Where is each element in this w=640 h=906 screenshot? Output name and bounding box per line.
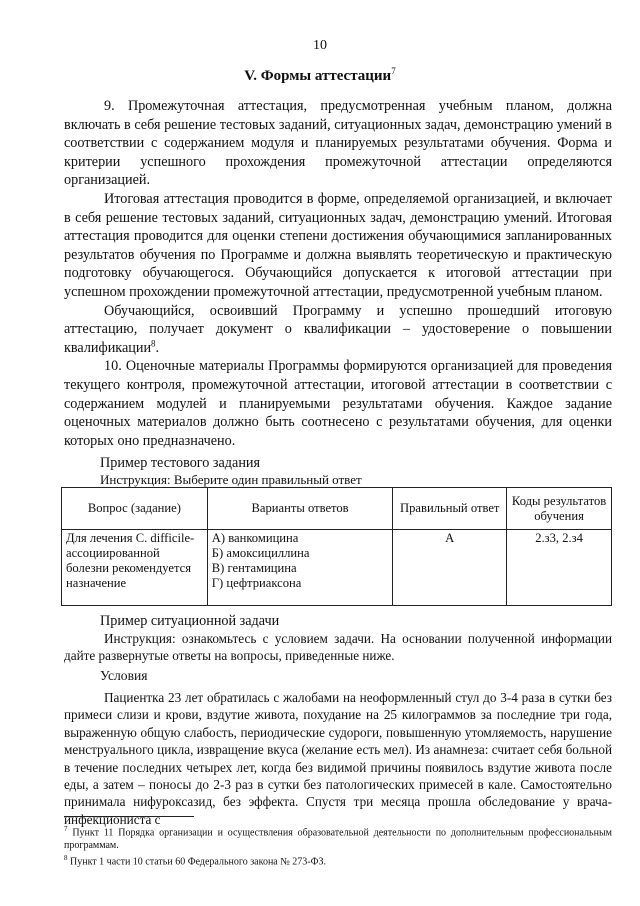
footnote-7-text: Пункт 11 Порядка организации и осуществления образовательной деятельности по дополнительным профессиональным программам.	[64, 827, 612, 852]
test-example-instruction: Инструкция: Выберите один правильный ответ	[100, 472, 362, 487]
situational-example-title: Пример ситуационной задачи	[100, 613, 280, 629]
paragraph-9: 9. Промежуточная аттестация, предусмотренная учебным планом, должна включать в себя решение тестовых заданий, ситуационных задач, демонстрацию умений в соответствии с содержанием модуля и планируемых результатами обучения. Форма и критерии успешного прохождения промежуточной аттестации определяются организацией.	[64, 98, 612, 189]
conditions-label: Условия	[100, 668, 148, 683]
test-example-table	[61, 487, 612, 606]
option-b: Б) амоксициллина	[211, 546, 310, 560]
column-header-answer: Правильный ответ	[393, 488, 507, 530]
section-body	[64, 97, 612, 450]
conditions-body	[64, 689, 612, 828]
conditions-text: Пациентка 23 лет обратилась с жалобами на неоформленный стул до 3-4 раза в сутки без примеси слизи и крови, вздутие живота, похудание на 25 килограммов за последние три года, выраженную общую слабость, периодические судороги, повышенную утомляемость, нарушение менструального цикла, извращение вкуса (желание есть мел). Из анамнеза: считает себя больной в течение последних четырех лет, когда без видимой причины появилось вздутие живота после еды, а затем – поносы до 2-3 раз в сутки без патологических примесей в кале. Самостоятельно принимала нифуроксазид, без эффекта. Спустя три месяца прошла обследование у врача-инфекциониста с	[64, 690, 612, 827]
footnote-ref-8: 8	[151, 337, 156, 348]
footnote-separator	[64, 816, 194, 817]
test-example-title: Пример тестового задания	[100, 455, 261, 471]
footnote-mark-7: 7	[64, 825, 68, 833]
footnotes	[64, 823, 612, 869]
option-d: Г) цефтриаксона	[211, 576, 302, 590]
footnote-8-text: Пункт 1 части 10 статьи 60 Федерального закона № 273-ФЗ.	[70, 856, 327, 868]
cell-answer: А	[393, 530, 507, 606]
paragraph-10: 10. Оценочные материалы Программы формируются организацией для проведения текущего контроля, промежуточной аттестации, итоговой аттестации в соответствии с содержанием модулей и планируемыми результатами обучения. Каждое задание оценочных материалов должно быть соотнесено с результатами обучения, для оценки которых оно предназначено.	[64, 358, 612, 449]
cell-question: Для лечения C. difficile-ассоциированной болезни рекомендуется назначение	[62, 530, 208, 606]
page-number: 10	[313, 38, 327, 53]
column-header-options: Варианты ответов	[207, 488, 393, 530]
section-heading-text: V. Формы аттестации	[244, 68, 392, 84]
situational-instruction-text: Инструкция: ознакомьтесь с условием задачи. На основании полученной информации дайте развернутые ответы на вопросы, приведенные ниже.	[64, 631, 612, 664]
option-a: А) ванкомицина	[211, 531, 299, 545]
column-header-question: Вопрос (задание)	[62, 488, 208, 530]
footnote-7	[64, 823, 612, 852]
footnote-8	[64, 852, 612, 868]
paragraph-final-attestation: Итоговая аттестация проводится в форме, определяемой организацией, и включает в себя решение тестовых заданий, ситуационных задач, демонстрацию умений. Итоговая аттестация проводится для оценки степени достижения обучающимися запланированных результатов обучения по Программе и должна выявлять теоретическую и практическую подготовку обучающегося. Обучающийся допускается к итоговой аттестации при успешном прохождении промежуточной аттестации, предусмотренной учебным планом.	[64, 190, 612, 300]
table-header-row	[62, 488, 612, 530]
section-heading	[0, 66, 640, 85]
table-row	[62, 530, 612, 606]
option-c: В) гентамицина	[211, 561, 297, 575]
paragraph-certificate: Обучающийся, освоивший Программу и успешно прошедший итоговую аттестацию, получает документ о квалификации – удостоверение о повышении квалификации$^8$.	[64, 302, 612, 356]
footnote-ref-7: 7	[391, 66, 396, 76]
column-header-codes: Коды результатов обучения	[507, 488, 612, 530]
cell-options	[207, 530, 393, 606]
cell-codes: 2.з3, 2.з4	[507, 530, 612, 606]
paragraph-certificate-text: Обучающийся, освоивший Программу и успешно прошедший итоговую аттестацию, получает документ о квалификации – удостоверение о повышении квалификации	[64, 302, 612, 356]
footnote-mark-8: 8	[64, 854, 68, 863]
situational-instruction	[64, 630, 612, 665]
